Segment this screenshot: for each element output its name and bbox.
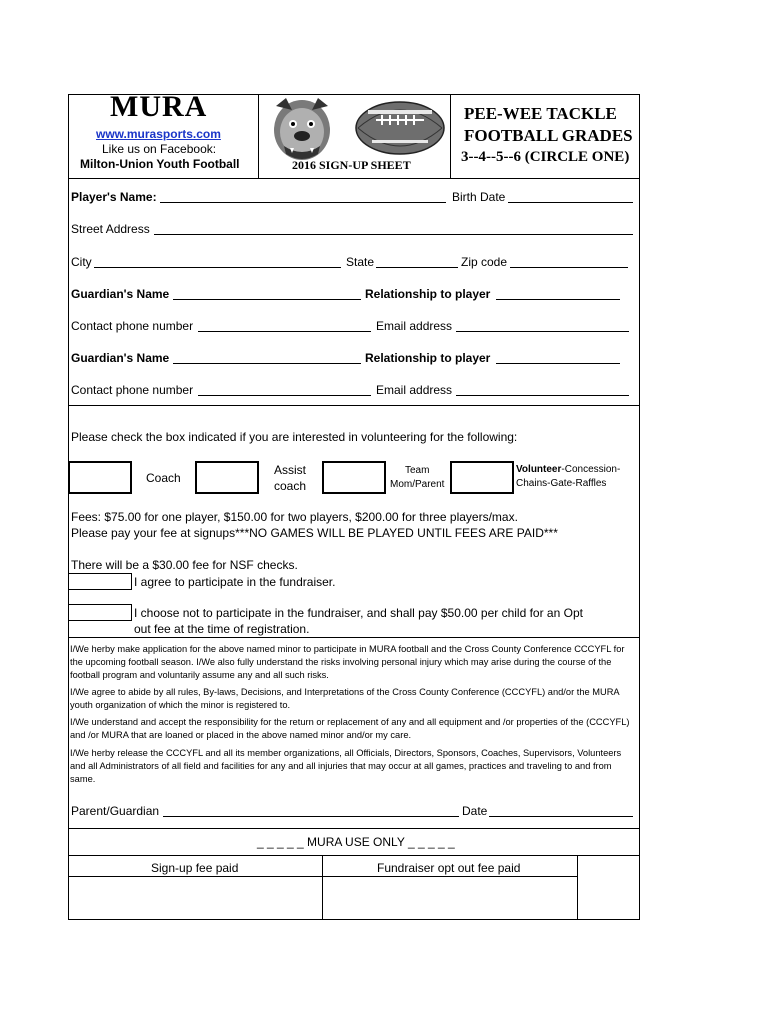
zip-line[interactable] — [510, 255, 628, 268]
player-name-line[interactable] — [160, 190, 446, 203]
org-name: MURA — [110, 90, 208, 123]
signup-fee-paid-header: Sign-up fee paid — [151, 861, 239, 875]
agree-fundraiser-checkbox[interactable] — [68, 573, 132, 590]
city-label: City — [71, 255, 92, 269]
email2-line[interactable] — [456, 383, 629, 396]
relationship1-line[interactable] — [496, 287, 620, 300]
team-parent-checkbox[interactable] — [322, 461, 386, 494]
player-name-label: Player's Name: — [71, 190, 157, 204]
guardian1-line[interactable] — [173, 287, 361, 300]
birth-date-label: Birth Date — [452, 190, 506, 204]
guardian2-label: Guardian's Name — [71, 351, 170, 365]
birth-date-line[interactable] — [508, 190, 633, 203]
relationship2-line[interactable] — [496, 351, 620, 364]
office-right-divider — [577, 855, 578, 920]
office-use-title: _ _ _ _ _ MURA USE ONLY _ _ _ _ _ — [257, 835, 455, 849]
volunteer-label-line1: Volunteer-Concession- — [516, 464, 621, 475]
legal-paragraph-1: I/We herby make application for the above named minor to participate in MURA football and the Cross County Conference CCCYFL for the upcoming football season. I/We also fully understand the risks involving personal injury which may arise during the course of the football program and voluntarily assume any and all such risks. — [70, 644, 625, 680]
parent-guardian-label: Parent/Guardian — [71, 804, 160, 818]
fees-line2: Please pay your fee at signups***NO GAMES WILL BE PLAYED UNTIL FEES ARE PAID*** — [71, 526, 558, 540]
team-label-line2: Mom/Parent — [390, 479, 445, 490]
football-icon — [356, 102, 444, 154]
street-line[interactable] — [154, 222, 633, 235]
fees-line1: Fees: $75.00 for one player, $150.00 for two players, $200.00 for three players/max. — [71, 510, 518, 524]
state-label: State — [346, 255, 375, 269]
bulldog-icon — [274, 98, 330, 160]
header-divider-left — [258, 94, 259, 178]
program-grades: 3--4--5--6 (CIRCLE ONE) — [461, 149, 630, 165]
optout-fundraiser-checkbox[interactable] — [68, 604, 132, 621]
parent-guardian-line[interactable] — [163, 804, 459, 817]
form-frame — [68, 94, 640, 920]
guardian2-line[interactable] — [173, 351, 361, 364]
state-line[interactable] — [376, 255, 458, 268]
signature-bottom-rule — [68, 828, 640, 829]
phone1-label: Contact phone number — [71, 319, 194, 333]
header-divider-right — [450, 94, 451, 178]
fees-bottom-rule — [68, 637, 640, 638]
legal-paragraph-4: I/We herby release the CCCYFL and all its member organizations, all Officials, Directors, Sponsors, Coaches, Supervisors, Volunteers and all Administrators of all field and facilities for any and all injuries that may occur at all games, practices and traveling to and from same. — [70, 748, 622, 784]
optout-label-line1: I choose not to participate in the fundraiser, and shall pay $50.00 per child for an Opt — [134, 606, 583, 620]
assist-label-line2: coach — [274, 479, 307, 493]
team-label-line1: Team — [405, 465, 430, 476]
bulldog-football-logo — [262, 96, 446, 166]
date-line[interactable] — [489, 804, 633, 817]
signup-fee-paid-cell[interactable] — [69, 877, 321, 919]
legal-paragraph-3: I/We understand and accept the responsibility for the return or replacement of any and all equipment and /or properties of the (CCCYFL) and /or MURA that are loaned or placed in the above named minor and/or my care. — [70, 717, 630, 740]
email2-label: Email address — [376, 383, 453, 397]
relationship2-label: Relationship to player — [365, 351, 491, 365]
volunteer-label-line2: Chains-Gate-Raffles — [516, 478, 607, 489]
info-bottom-rule — [68, 405, 640, 406]
program-line2: FOOTBALL GRADES — [464, 126, 633, 145]
email1-line[interactable] — [456, 319, 629, 332]
agree-fundraiser-label: I agree to participate in the fundraiser. — [134, 575, 336, 589]
assist-label-line1: Assist — [274, 463, 307, 477]
facebook-label: Like us on Facebook: — [102, 142, 217, 156]
phone1-line[interactable] — [198, 319, 371, 332]
optout-fee-paid-header: Fundraiser opt out fee paid — [377, 861, 521, 875]
volunteer-checkbox[interactable] — [450, 461, 514, 494]
org-full-name: Milton-Union Youth Football — [80, 157, 240, 171]
date-label: Date — [462, 804, 488, 818]
guardian1-label: Guardian's Name — [71, 287, 170, 301]
program-line1: PEE-WEE TACKLE — [464, 104, 617, 123]
assist-coach-checkbox[interactable] — [195, 461, 259, 494]
street-label: Street Address — [71, 222, 150, 236]
city-line[interactable] — [94, 255, 341, 268]
office-header-rule — [68, 855, 640, 856]
phone2-line[interactable] — [198, 383, 371, 396]
coach-checkbox[interactable] — [68, 461, 132, 494]
optout-label-line2: out fee at the time of registration. — [134, 622, 310, 636]
nsf-notice: There will be a $30.00 fee for NSF checks. — [71, 558, 298, 572]
legal-paragraph-2: I/We agree to abide by all rules, By-laws, Decisions, and Interpretations of the Cross County Conference (CCCYFL) and/or the MURA youth organization of which the minor is registered to. — [70, 687, 620, 710]
website-link[interactable]: www.murasports.com — [96, 127, 221, 141]
relationship1-label: Relationship to player — [365, 287, 491, 301]
optout-fee-paid-cell[interactable] — [323, 877, 576, 919]
sheet-title: 2016 SIGN-UP SHEET — [292, 158, 411, 172]
email1-label: Email address — [376, 319, 453, 333]
phone2-label: Contact phone number — [71, 383, 194, 397]
zip-label: Zip code — [461, 255, 508, 269]
header-bottom-rule — [68, 178, 640, 179]
coach-label: Coach — [146, 471, 181, 485]
volunteer-prompt: Please check the box indicated if you are interested in volunteering for the following: — [71, 430, 518, 444]
